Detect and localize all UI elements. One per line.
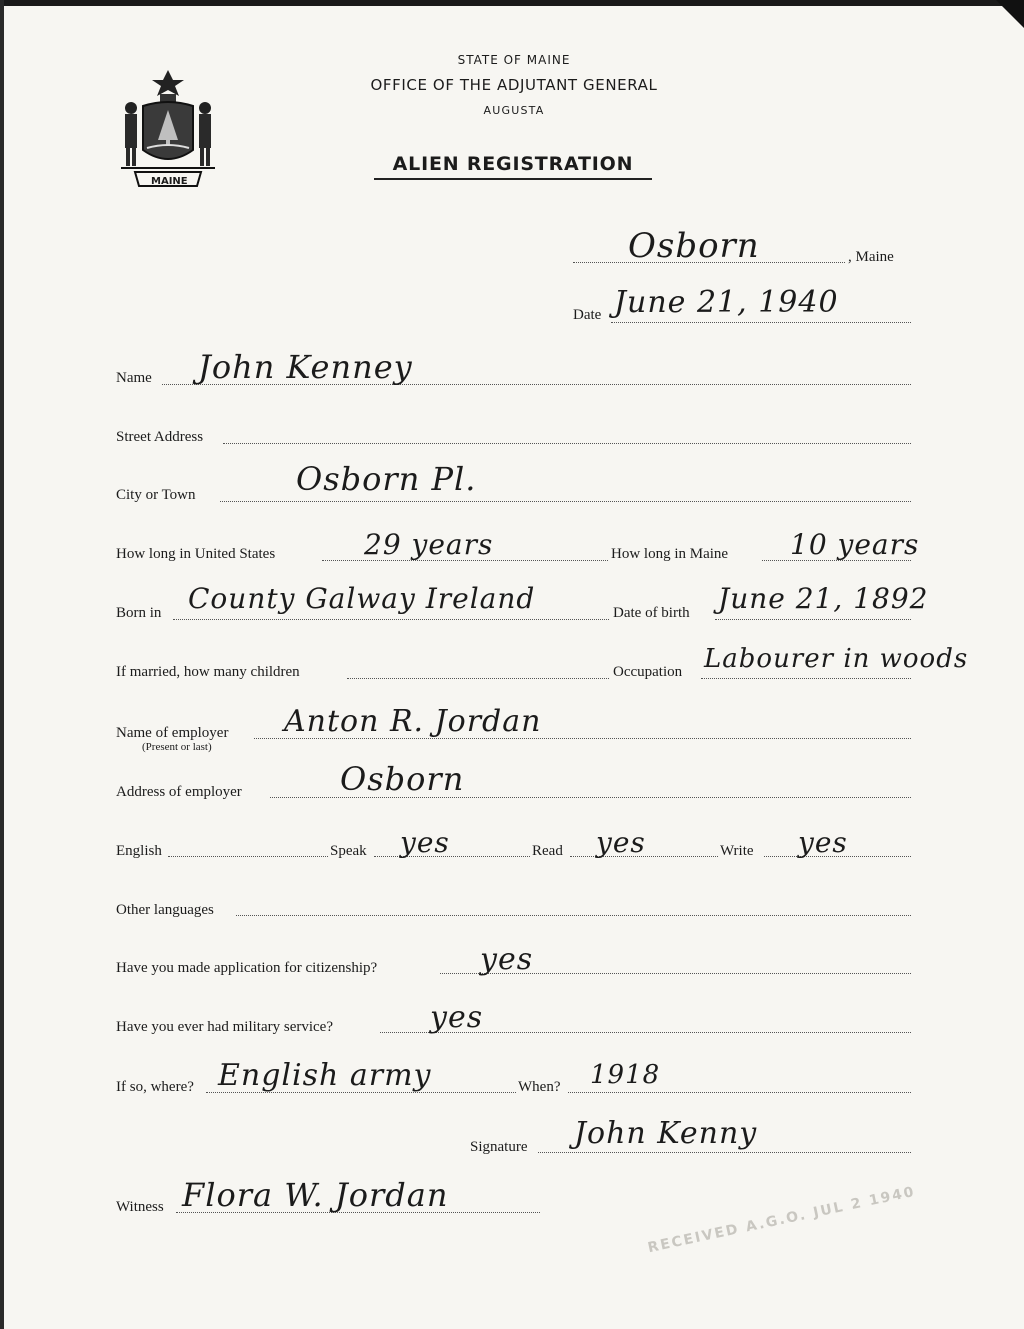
state-heading: STATE OF MAINE bbox=[457, 53, 571, 67]
speak-value[interactable]: yes bbox=[400, 826, 450, 859]
scan-corner bbox=[996, 0, 1024, 28]
write-value[interactable]: yes bbox=[798, 826, 848, 859]
other-languages-line bbox=[236, 915, 911, 916]
name-label: Name bbox=[116, 370, 152, 386]
place-value[interactable]: Osborn bbox=[628, 226, 760, 266]
employer-sublabel: (Present or last) bbox=[142, 741, 212, 753]
employer-label: Name of employer bbox=[116, 725, 229, 741]
when-label: When? bbox=[518, 1079, 561, 1095]
date-value[interactable]: June 21, 1940 bbox=[614, 285, 839, 320]
military-value[interactable]: yes bbox=[430, 1000, 484, 1035]
signature-line bbox=[538, 1152, 911, 1153]
city-value[interactable]: Osborn Pl. bbox=[296, 460, 477, 498]
military-label: Have you ever had military service? bbox=[116, 1019, 333, 1035]
seal-banner-text: MAINE bbox=[151, 176, 188, 187]
born-line bbox=[173, 619, 609, 620]
english-label: English bbox=[116, 843, 162, 859]
name-value[interactable]: John Kenney bbox=[198, 348, 413, 386]
scan-border-top bbox=[0, 0, 1024, 6]
read-value[interactable]: yes bbox=[596, 826, 646, 859]
where-label: If so, where? bbox=[116, 1079, 194, 1095]
witness-label: Witness bbox=[116, 1199, 164, 1215]
children-label: If married, how many children bbox=[116, 664, 300, 680]
street-label: Street Address bbox=[116, 429, 204, 445]
dob-value[interactable]: June 21, 1892 bbox=[718, 582, 929, 615]
english-line bbox=[168, 856, 328, 857]
citizenship-label: Have you made application for citizenship? bbox=[116, 960, 378, 976]
where-value[interactable]: English army bbox=[218, 1058, 432, 1093]
children-line bbox=[347, 678, 609, 679]
us-duration-value[interactable]: 29 years bbox=[364, 528, 494, 561]
received-stamp: RECEIVED A.G.O. JUL 2 1940 bbox=[646, 1183, 917, 1257]
city-line bbox=[220, 501, 911, 502]
maine-duration-value[interactable]: 10 years bbox=[790, 528, 920, 561]
form-title: ALIEN REGISTRATION bbox=[374, 153, 652, 180]
other-languages-label: Other languages bbox=[116, 902, 214, 918]
employer-address-value[interactable]: Osborn bbox=[340, 760, 465, 798]
date-line bbox=[611, 322, 911, 323]
witness-value[interactable]: Flora W. Jordan bbox=[182, 1176, 449, 1214]
place-suffix: , Maine bbox=[848, 249, 894, 265]
occupation-value[interactable]: Labourer in woods bbox=[704, 644, 969, 674]
city-heading: AUGUSTA bbox=[483, 104, 545, 117]
when-value[interactable]: 1918 bbox=[590, 1060, 661, 1090]
city-label: City or Town bbox=[116, 487, 196, 503]
us-duration-label: How long in United States bbox=[116, 546, 276, 562]
read-label: Read bbox=[532, 843, 563, 859]
street-line bbox=[223, 443, 911, 444]
maine-duration-label: How long in Maine bbox=[611, 546, 729, 562]
employer-address-label: Address of employer bbox=[116, 784, 242, 800]
citizenship-value[interactable]: yes bbox=[480, 942, 534, 977]
occupation-line bbox=[701, 678, 911, 679]
date-label: Date bbox=[573, 307, 602, 323]
speak-line bbox=[374, 856, 530, 857]
born-value[interactable]: County Galway Ireland bbox=[188, 582, 536, 615]
signature-value[interactable]: John Kenny bbox=[574, 1116, 758, 1151]
dob-line bbox=[715, 619, 911, 620]
dob-label: Date of birth bbox=[613, 605, 690, 621]
employer-value[interactable]: Anton R. Jordan bbox=[284, 704, 542, 739]
when-line bbox=[568, 1092, 911, 1093]
scan-border-left bbox=[0, 0, 4, 1329]
write-label: Write bbox=[720, 843, 754, 859]
office-heading: OFFICE OF THE ADJUTANT GENERAL bbox=[370, 76, 658, 94]
born-label: Born in bbox=[116, 605, 162, 621]
speak-label: Speak bbox=[330, 843, 367, 859]
occupation-label: Occupation bbox=[613, 664, 683, 680]
signature-label: Signature bbox=[470, 1139, 528, 1155]
